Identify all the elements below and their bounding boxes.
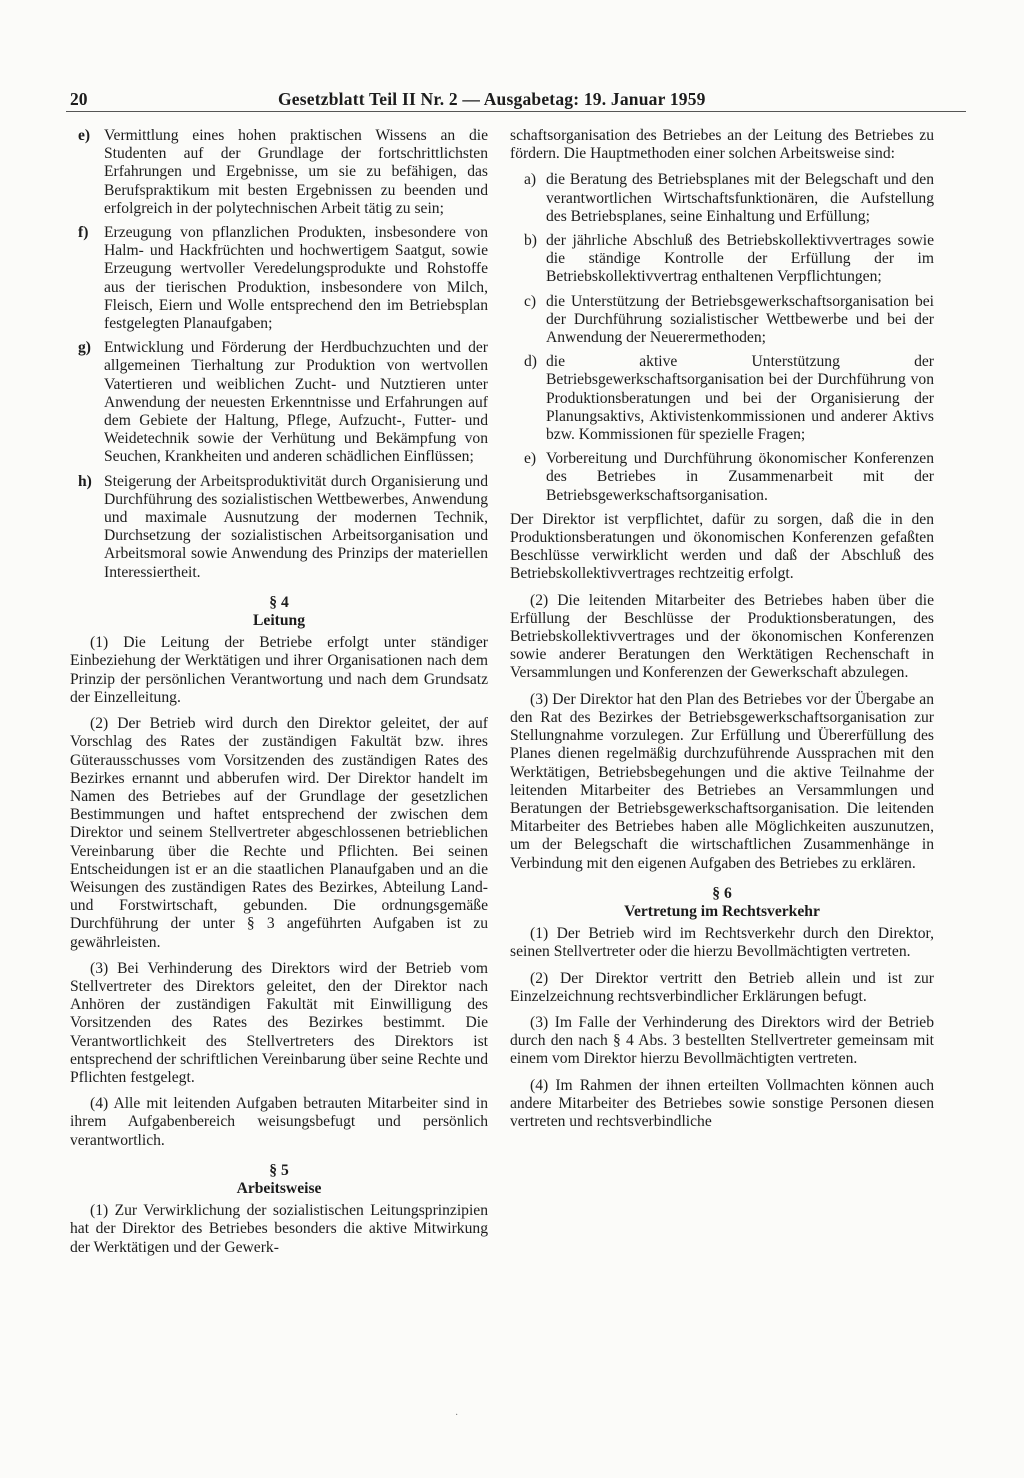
list-item-label: e) xyxy=(78,127,91,144)
list-item xyxy=(70,224,488,333)
list-item-text: Entwicklung und Förderung der Herdbuchzuchten und der allgemeinen Tierhaltung zur Produktion von wertvollen Vatertieren und weiblichen Zucht- und Nutztieren unter Anwendung der neuesten Erkenntnisse und Erfahrungen auf dem Gebiete der Haltung, Pflege, Aufzucht-, Futter- und Weidetechnik sowie der Verhütung und Bekämpfung von Seuchen, Krankheiten und anderen schädlichen Einflüssen; xyxy=(104,339,488,466)
list-item-text: Vermittlung eines hohen praktischen Wissens an die Studenten auf der Grundlage der fortschrittlichsten Erfahrungen und Ergebnisse, um sie zu befähigen, das Berufspraktikum mit besten Ergebnissen zu beenden und erfolgreich in der polytechnischen Arbeit tätig zu sein; xyxy=(104,127,488,217)
list-item xyxy=(70,473,488,582)
paragraph: (2) Der Direktor vertritt den Betrieb allein und ist zur Einzelzeichnung rechtsverbindlicher Erklärungen befugt. xyxy=(510,969,934,1005)
paragraph-continuation: schaftsorganisation des Betriebes an der Leitung des Betriebes zu fördern. Die Hauptmethoden einer solchen Arbeitsweise sind: xyxy=(510,127,934,163)
paragraph: (3) Der Direktor hat den Plan des Betriebes vor der Übergabe an den Rat des Bezirkes der Betriebsgewerkschaftsorganisation zur Stellungnahme vorzulegen. Zur Erfüllung und Übererfüllung des Planes dienen regelmäßig durchzuführende Aussprachen mit den Werktätigen, Betriebsbegehungen und die aktive Teilnahme der leitenden Mitarbeiter des Betriebes an Versammlungen und Beratungen der Betriebsgewerkschaftsorganisation. Die leitenden Mitarbeiter des Betriebes haben alle Möglichkeiten auszunutzen, um der Belegschaft die wirtschaftlichen Zusammenhänge in Verbindung mit den eigenen Aufgaben des Betriebes zu erklären. xyxy=(510,690,934,872)
list-item xyxy=(510,450,934,505)
list-item-label: f) xyxy=(78,224,89,242)
paragraph: (1) Die Leitung der Betriebe erfolgt unter ständiger Einbeziehung der Werktätigen und ihrer Organisationen nach dem Prinzip der persönlichen Verantwortung und nach dem Grundsatz der Einzelleitung. xyxy=(70,634,488,706)
scan-speck: · xyxy=(455,1410,459,1421)
header-rule xyxy=(66,111,966,112)
paragraph: (2) Die leitenden Mitarbeiter des Betriebes haben über die Erfüllung der Beschlüsse der Produktionsberatungen, des Betriebskollektivvertrages und der ökonomischen Konferenzen sowie anderer Beratungen den Werktätigen Rechenschaft in Versammlungen und Konferenzen der Gewerkschaft abzulegen. xyxy=(510,591,934,682)
right-column xyxy=(510,127,934,1131)
paragraph: (1) Der Betrieb wird im Rechtsverkehr durch den Direktor, seinen Stellvertreter oder die hierzu Bevollmächtigten vertreten. xyxy=(510,925,934,961)
list-item xyxy=(510,232,934,287)
section-6-title: Vertretung im Rechtsverkehr xyxy=(624,902,820,920)
section-5-title: Arbeitsweise xyxy=(236,1179,322,1197)
section-4-title: Leitung xyxy=(253,612,305,630)
paragraph: Der Direktor ist verpflichtet, dafür zu sorgen, daß die in den Produktionsberatungen und ökonomischen Konferenzen gefaßten Beschlüsse verwirklicht werden und daß der Abschluß des Betriebskollektivvertrages rechtzeitig erfolgt. xyxy=(510,510,934,583)
paragraph: (4) Im Rahmen der ihnen erteilten Vollmachten können auch andere Mitarbeiter des Betriebes sowie sonstige Personen diesen vertreten und rechtsverbindliche xyxy=(510,1076,934,1130)
paragraph: (4) Alle mit leitenden Aufgaben betrauten Mitarbeiter sind in ihrem Aufgabenbereich weisungsbefugt und persönlich verantwortlich. xyxy=(70,1095,488,1149)
list-item xyxy=(510,171,934,226)
page-header xyxy=(66,87,966,113)
header-title: Gesetzblatt Teil II Nr. 2 — Ausgabetag: 19. Januar 1959 xyxy=(278,89,706,109)
list-item-text: Steigerung der Arbeitsproduktivität durch Organisierung und Durchführung des sozialistischen Wettbewerbes, Anwendung und maximale Ausnutzung der modernen Technik, Durchsetzung der sozialistischen Arbeitsorganisation und Arbeitsmoral sowie Anwendung des Prinzips der materiellen Interessiertheit. xyxy=(104,472,488,581)
left-column xyxy=(70,127,488,1257)
section-4-heading: § 4 xyxy=(269,593,289,611)
list-item xyxy=(510,353,934,444)
list-item-label: h) xyxy=(78,472,92,490)
list-item-label: b) xyxy=(524,232,537,250)
list-item-text: die Unterstützung der Betriebsgewerkschaftsorganisation bei der Durchführung sozialistischer Wettbewerbe und bei der Anwendung der Neuerermethoden; xyxy=(546,292,934,347)
list-item xyxy=(70,339,488,466)
paragraph: (1) Zur Verwirklichung der sozialistischen Leitungsprinzipien hat der Direktor des Betriebes besonders die aktive Mitwirkung der Werktätigen und der Gewerk- xyxy=(70,1202,488,1256)
list-item-label: g) xyxy=(78,339,91,357)
paragraph: (3) Im Falle der Verhinderung des Direktors wird der Betrieb durch den nach § 4 Abs. 3 bestellten Stellvertreter gemeinsam mit einem vom Direktor hierzu Bevollmächtigten vertreten. xyxy=(510,1013,934,1068)
list-item-text: die aktive Unterstützung der Betriebsgewerkschaftsorganisation bei der Durchführung von Produktionsberatungen und bei der Organisierung der Planungsaktivs, Aktivistenkommissionen und anderer Aktivs bzw. Kommissionen für spezielle Fragen; xyxy=(546,353,934,444)
list-item-text: die Beratung des Betriebsplanes mit der Belegschaft und den verantwortlichen Wirtschaftsfunktionären, die Aufstellung des Betriebsplanes, seine Einhaltung und Erfüllung; xyxy=(546,171,934,225)
page-number: 20 xyxy=(70,89,88,109)
list-item-label: e) xyxy=(524,450,537,468)
list-item-label: a) xyxy=(524,171,537,189)
paragraph: (2) Der Betrieb wird durch den Direktor geleitet, der auf Vorschlag des Rates der zuständigen Fakultät bzw. ihres Güterausschusses vom Vorsitzenden des zuständigen Rates des Bezirkes ernannt und abberufen wird. Der Direktor handelt im Namen des Betriebes auf der Grundlage der gesetzlichen Bestimmungen und haftet entsprechend der zwischen dem Direktor und seinem Stellvertreter abgeschlossenen betrieblichen Vereinbarung über die Rechte und Pflichten. Bei seinen Entscheidungen ist er an die staatlichen Planaufgaben und an die Weisungen des zuständigen Rates des Bezirkes, Abteilung Land- und Forstwirtschaft, gebunden. Die ordnungsgemäße Durchführung der unter § 3 angeführten Aufgaben ist zu gewährleisten. xyxy=(70,715,488,951)
section-5-heading: § 5 xyxy=(269,1161,289,1179)
list-item-text: Erzeugung von pflanzlichen Produkten, insbesondere von Halm- und Hackfrüchten und hochwertigem Saatgut, sowie Erzeugung wertvoller Veredelungsprodukte und Rohstoffe aus der tierischen Produktion, insbesondere von Milch, Fleisch, Eiern und Wolle entsprechend den im Betriebsplan festgelegten Planaufgaben; xyxy=(104,224,488,333)
list-item-label: d) xyxy=(524,353,537,371)
list-item xyxy=(70,127,488,218)
section-6-heading: § 6 xyxy=(712,884,732,902)
paragraph: (3) Bei Verhinderung des Direktors wird der Betrieb vom Stellvertreter des Direktors geleitet, den der Direktor nach Anhören der zuständigen Fakultät mit Einwilligung des Vorsitzenden des Rates des Bezirkes bestimmt. Die Verantwortlichkeit des Stellvertreters des Direktors ist entsprechend der schriftlichen Vereinbarung über seine Rechte und Pflichten festgelegt. xyxy=(70,959,488,1086)
list-item-text: der jährliche Abschluß des Betriebskollektivvertrages sowie die ständige Kontrolle der Erfüllung der im Betriebskollektivvertrag enthaltenen Verpflichtungen; xyxy=(546,232,934,286)
list-item-text: Vorbereitung und Durchführung ökonomischer Konferenzen des Betriebes in Zusammenarbeit mit der Betriebsgewerkschaftsorganisation. xyxy=(546,450,934,504)
list-item-label: c) xyxy=(524,292,537,310)
list-item xyxy=(510,293,934,348)
